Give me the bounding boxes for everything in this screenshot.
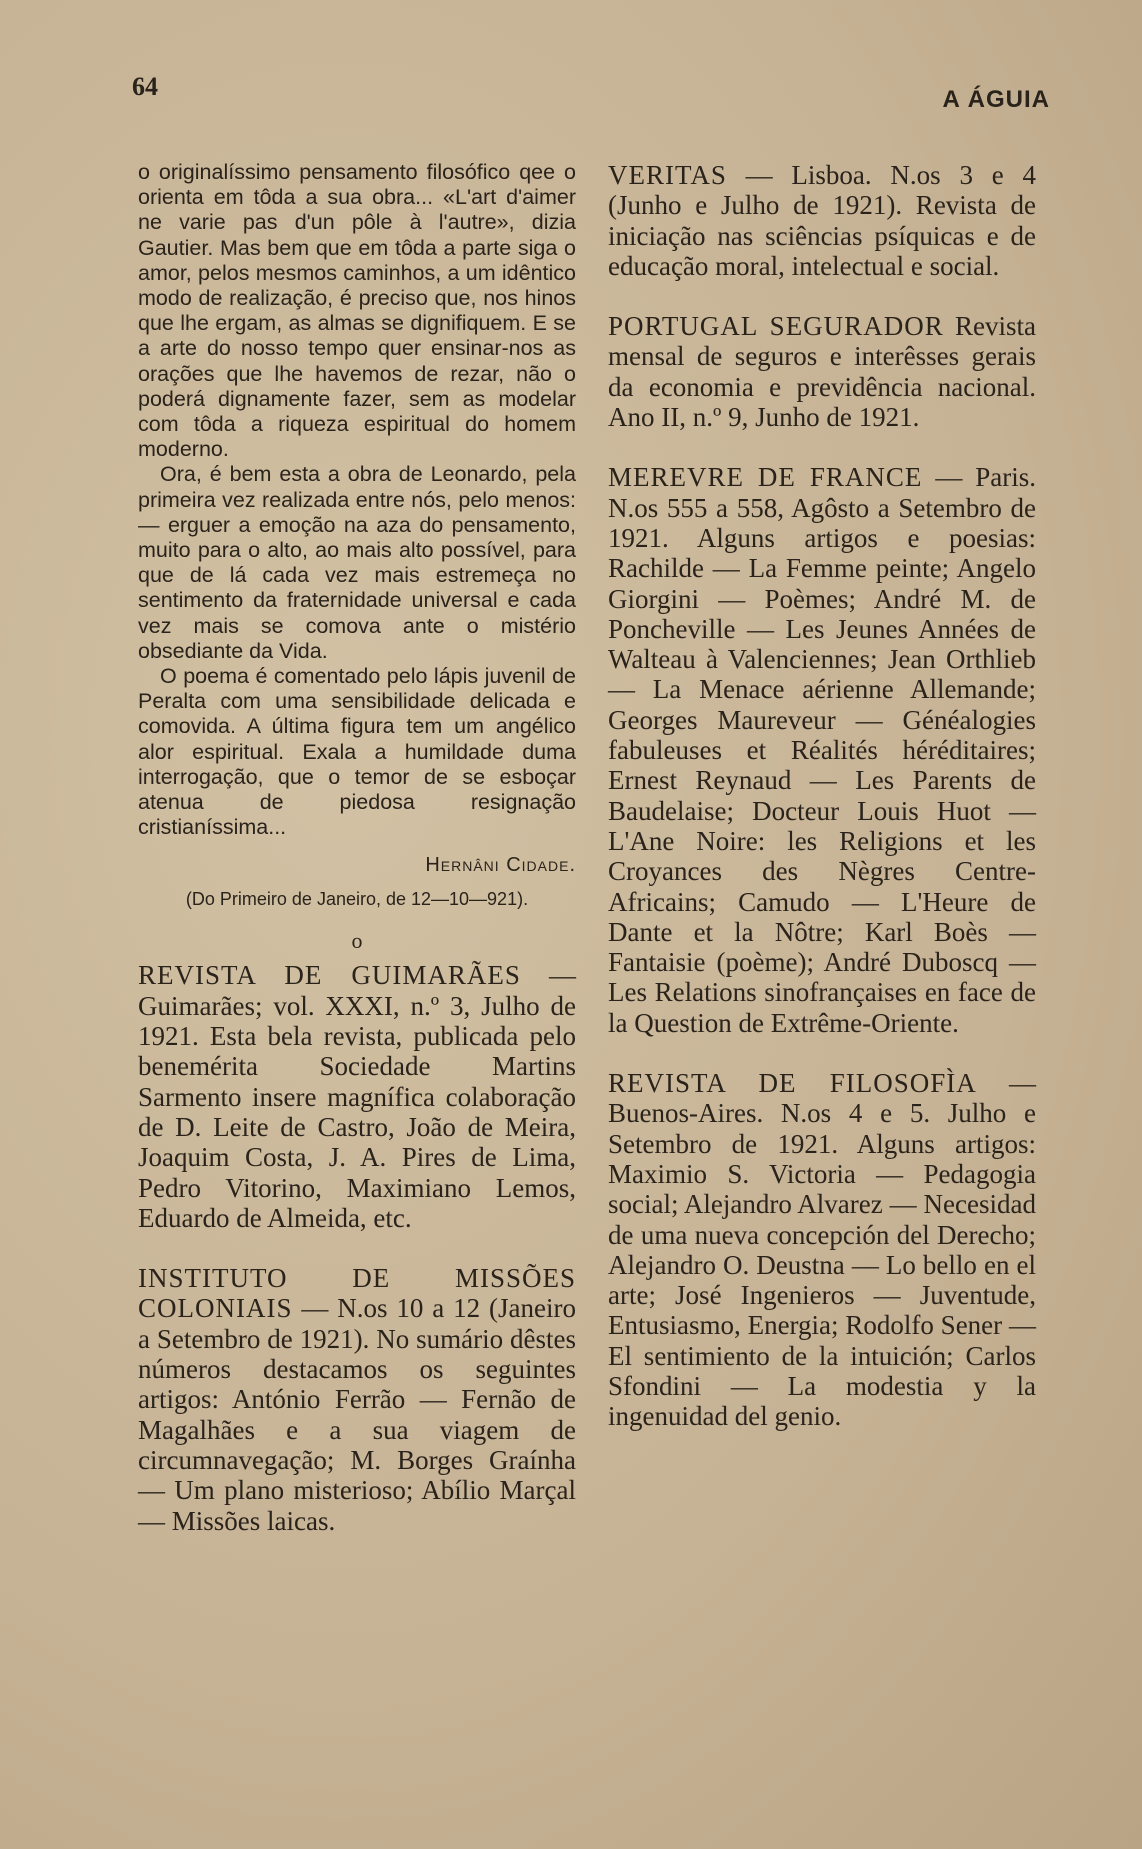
entry-text: Revista mensal de seguros e interêsses gerais da economia e previdência nacional. Ano II, n.º 9, Junho de 1921. [608,311,1036,433]
entry-title: REVISTA DE GUIMARÃES [138,960,521,991]
review-entry [608,160,1036,281]
review-entry [608,462,1036,1038]
entry-title: INSTITUTO DE MISSÕES COLONIAIS [138,1263,576,1324]
review-entry [138,1263,576,1536]
entry-title: MEREVRE DE FRANCE [608,462,923,493]
author-signature: Hernâni Cidade. [425,854,576,877]
essay-paragraph-2: Ora, é bem esta a obra de Leonardo, pela primeira vez realizada entre nós, pelo menos: — erguer a emoção na aza do pensamento, muito para o alto, ao mais alto possível, para que de lá cada vez mais estremeça no sentimento da fraternidade universal e cada vez mais se comova ante o mistério obsediante da Vida. [138,462,576,663]
entry-title: PORTUGAL SEGURADOR [608,311,944,342]
page-number: 64 [132,72,158,101]
review-entry [608,1068,1036,1432]
entry-title: REVISTA DE FILOSOFÌA [608,1068,977,1099]
entry-text: — Paris. N.os 555 a 558, Agôsto a Setembro de 1921. Alguns artigos e poesias: Rachilde — La Femme peinte; Angelo Giorgini — Poèmes; André M. de Poncheville — Les Jeunes Années de Walteau à Valenciennes; Jean Orthlieb — La Menace aérienne Allemande; Georges Maureveur — Généalogies fabuleuses et Réalités héréditaires; Ernest Reynaud — Les Parents de Baudelaise; Docteur Louis Huot — L'Ane Noire: les Religions et les Croyances des Nègres Centre-Africains; Camudo — L'Heure de Dante et la Nôtre; Karl Boès — Fantaisie (poème); André Duboscq — Les Relations sinofrançaises en face de la Question de Extrême-Oriente. [608,462,1036,1038]
left-column [138,160,576,1536]
right-column [608,160,1036,1432]
running-head: A ÁGUIA [942,86,1050,113]
review-entry [138,960,576,1233]
entry-text: — N.os 10 a 12 (Janeiro a Setembro de 1921). No sumário dêstes números destacamos os seguintes artigos: António Ferrão — Fernão de Magalhães e a sua viagem de circumnavegação; M. Borges Graínha — Um plano misterioso; Abílio Marçal — Missões laicas. [138,1293,576,1536]
entry-text: — Buenos-Aires. N.os 4 e 5. Julho e Setembro de 1921. Alguns artigos: Maximio S. Victoria — Pedagogia social; Alejandro Alvarez — Necesidad de uma nueva concepción del Derecho; Alejandro O. Deustna — Lo bello en el arte; José Ingenieros — Juventude, Entusiasmo, Energia; Rodolfo Sener — El sentimiento de la intuición; Carlos Sfondini — La modestia y la ingenuidad del genio. [608,1068,1037,1432]
entry-text: — Guimarães; vol. XXXI, n.º 3, Julho de 1921. Esta bela revista, publicada pelo benemérita Sociedade Martins Sarmento insere magnífica colaboração de D. Leite de Castro, João de Meira, Joaquim Costa, J. A. Pires de Lima, Pedro Vitorino, Maximiano Lemos, Eduardo de Almeida, etc. [138,960,576,1233]
essay-paragraph-1: o originalíssimo pensamento filosófico qee o orienta em tôda a sua obra... «L'art d'aimer ne varie pas d'un pôle à l'autre», dizia Gautier. Mas bem que em tôda a parte siga o amor, pelos mesmos caminhos, a um idêntico modo de realização, é preciso que, nos hinos que lhe ergam, as almas se dignifiquem. E se a arte do nosso tempo quer ensinar-nos as orações que lhe havemos de rezar, não o poderá dignamente fazer, sem as modelar com tôda a riqueza espiritual do homem moderno. [138,160,576,462]
entry-title: VERITAS [608,160,727,190]
entry-text: — Lisboa. N.os 3 e 4 (Junho e Julho de 1921). Revista de iniciação nas sciências psíquicas e de educação moral, intelectual e social. [608,160,1036,281]
review-entry [608,311,1036,432]
source-citation: (Do Primeiro de Janeiro, de 12—10—921). [185,889,529,910]
essay-paragraph-3: O poema é comentado pelo lápis juvenil de Peralta com uma sensibilidade delicada e comovida. A última figura tem um angélico alor espiritual. Exala a humildade duma interrogação, que o temor de se esboçar atenua de piedosa resignação cristianíssima... [138,664,576,840]
section-ornament: o [351,928,363,954]
